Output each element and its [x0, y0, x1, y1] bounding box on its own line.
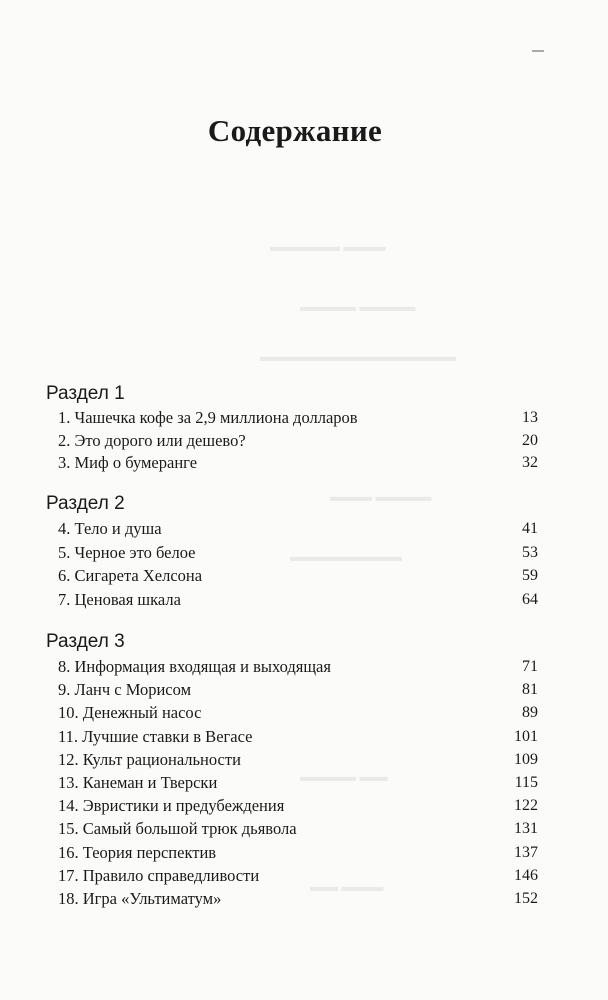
- toc-entry: [46, 701, 546, 724]
- bleed-through: ▬▬▬ ▬▬▬▬▬: [270, 240, 386, 255]
- entry-title: 17. Правило справедливости: [58, 865, 260, 885]
- entry-title: 9. Ланч с Морисом: [58, 680, 192, 700]
- entry-page-number: 146: [514, 866, 538, 884]
- page-title: Содержание: [207, 112, 383, 148]
- entry-page-number: 59: [522, 567, 538, 585]
- toc-entry: [46, 887, 546, 910]
- entry-title: 3. Миф о бумеранге: [58, 453, 198, 472]
- entry-title: 11. Лучшие ставки в Вегасе: [58, 726, 253, 746]
- entry-page-number: 109: [514, 750, 538, 768]
- entry-title: 7. Ценовая шкала: [58, 590, 181, 610]
- toc-section-2: [46, 493, 546, 612]
- entry-page-number: 131: [514, 820, 538, 838]
- bleed-through: ▬▬▬ ▬▬: [310, 880, 384, 895]
- entry-page-number: 13: [522, 409, 538, 426]
- section-heading: Раздел 2: [46, 493, 125, 514]
- page-edge-mark: [532, 50, 544, 52]
- section-heading: Раздел 1: [46, 383, 125, 404]
- entry-title: 1. Чашечка кофе за 2,9 миллиона долларов: [58, 408, 358, 427]
- entry-title: 6. Сигарета Хелсона: [58, 566, 203, 586]
- toc-entry: [46, 748, 546, 771]
- toc-entry: [46, 564, 546, 588]
- entry-page-number: 122: [514, 797, 538, 815]
- entry-title: 8. Информация входящая и выходящая: [58, 657, 331, 676]
- toc-section-1: [46, 383, 546, 475]
- bleed-through: ▬▬ ▬▬▬▬: [300, 770, 388, 785]
- toc-entry: [46, 771, 546, 794]
- bleed-through: ▬▬▬▬ ▬▬▬: [330, 490, 432, 505]
- toc-entry: [46, 541, 546, 565]
- entry-page-number: 115: [514, 773, 538, 791]
- toc-entry: [46, 841, 546, 864]
- bleed-through: ▬▬▬▬▬▬▬▬: [290, 550, 402, 565]
- entry-title: 16. Теория перспектив: [58, 842, 217, 862]
- toc-entry: [46, 517, 546, 541]
- toc-section-3: [46, 631, 546, 910]
- toc-entry: [46, 864, 546, 887]
- toc-entry: [46, 588, 546, 612]
- entry-page-number: 101: [514, 727, 538, 745]
- entry-page-number: 71: [522, 658, 538, 675]
- entry-page-number: 89: [522, 704, 538, 722]
- entry-title: 2. Это дорого или дешево?: [58, 430, 246, 450]
- section-heading: Раздел 3: [46, 631, 125, 652]
- entry-title: 5. Черное это белое: [58, 542, 196, 562]
- toc-entry: [46, 817, 546, 840]
- entry-page-number: 81: [522, 681, 538, 699]
- entry-page-number: 152: [514, 889, 538, 907]
- bleed-through: ▬▬▬▬▬▬▬▬▬▬▬▬▬▬: [260, 350, 456, 365]
- toc-entry: [46, 794, 546, 817]
- toc-entry: [46, 407, 546, 430]
- entry-title: 14. Эвристики и предубеждения: [58, 796, 285, 816]
- entry-title: 10. Денежный насос: [58, 703, 202, 723]
- toc-entry: [46, 655, 546, 678]
- entry-title: 15. Самый большой трюк дьявола: [58, 819, 297, 839]
- toc-entry: [46, 452, 546, 475]
- toc-entry: [46, 725, 546, 748]
- entry-page-number: 32: [522, 454, 538, 471]
- entry-title: 12. Культ рациональности: [58, 749, 241, 769]
- bleed-through: ▬▬▬▬ ▬▬▬▬: [300, 300, 416, 315]
- entry-page-number: 20: [522, 431, 538, 449]
- entry-title: 4. Тело и душа: [58, 519, 162, 538]
- entry-page-number: 137: [514, 843, 538, 861]
- entry-page-number: 53: [522, 543, 538, 561]
- entry-page-number: 64: [522, 591, 538, 609]
- entry-title: 13. Канеман и Тверски: [58, 772, 218, 792]
- toc-entry: [46, 678, 546, 701]
- entry-page-number: 41: [522, 520, 538, 537]
- toc-entry: [46, 430, 546, 453]
- entry-title: 18. Игра «Ультиматум»: [58, 888, 222, 908]
